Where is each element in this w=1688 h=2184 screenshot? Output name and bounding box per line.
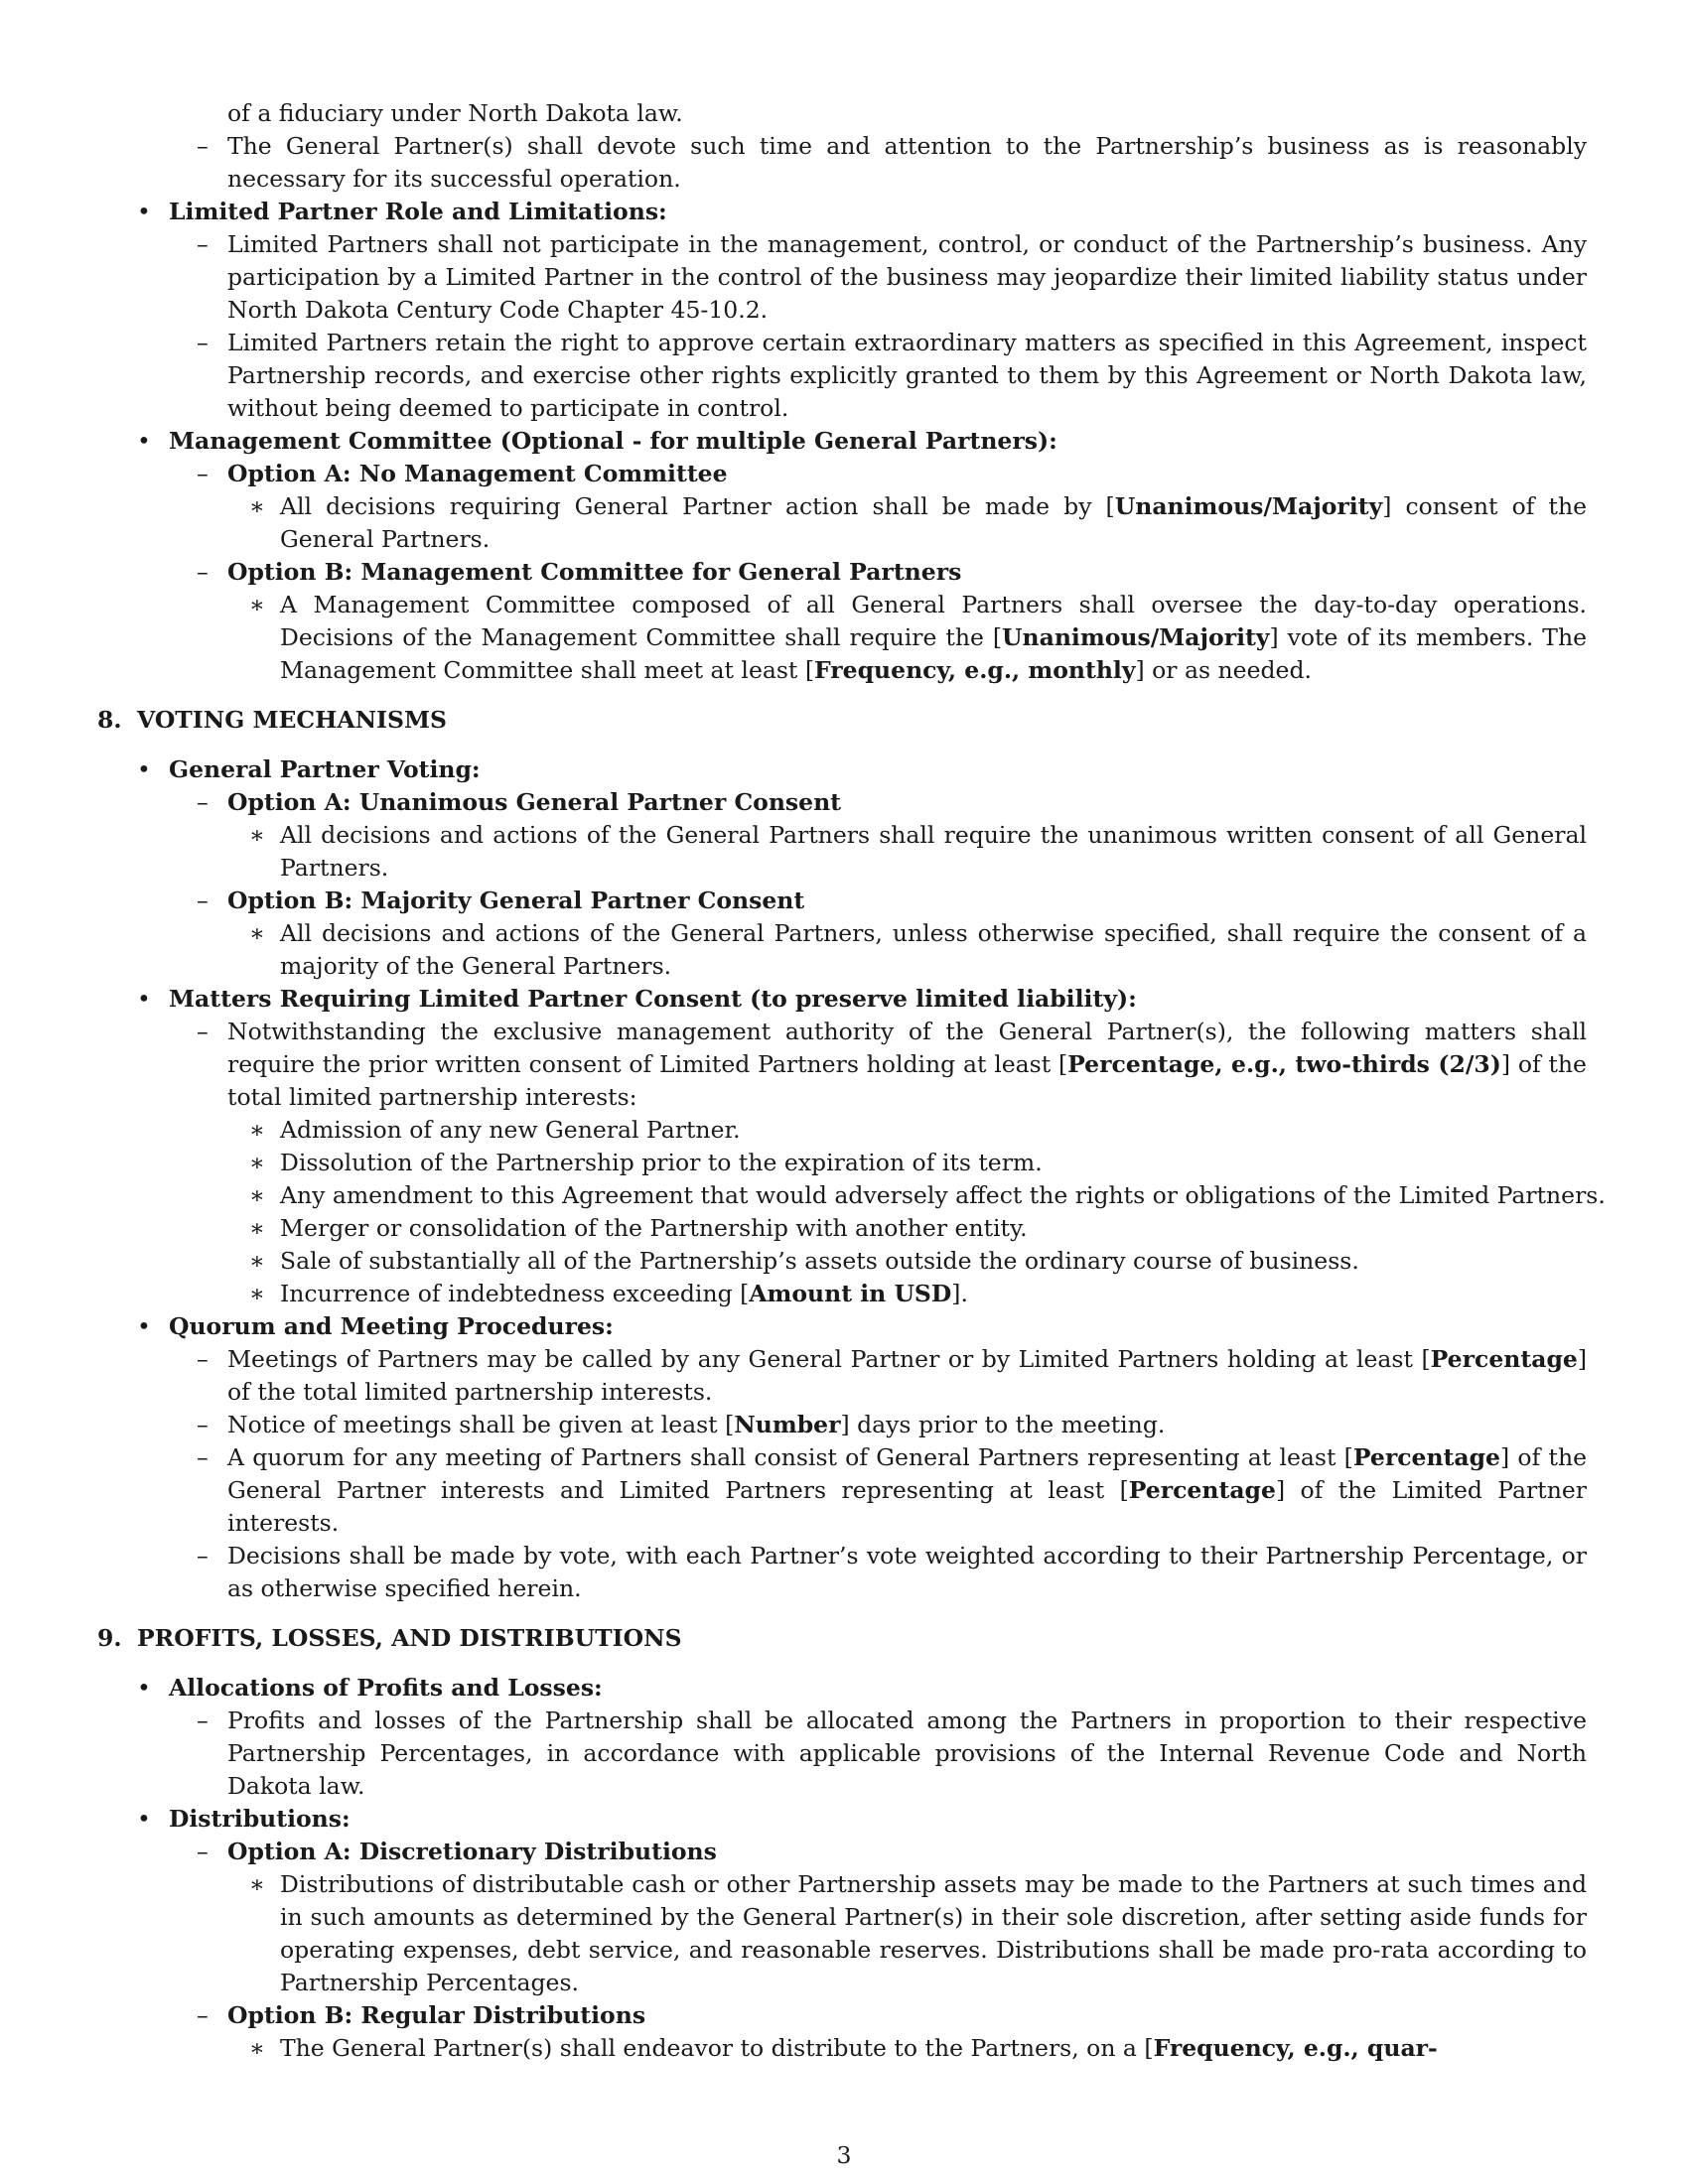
dash-marker: –: [197, 1838, 209, 1865]
bullet-marker: •: [137, 427, 151, 455]
option-heading: – Option B: Majority General Partner Consent: [97, 885, 1587, 917]
list-item: ∗ Merger or consolidation of the Partnership with another entity.: [97, 1212, 1587, 1245]
bullet-heading: • Allocations of Profits and Losses:: [97, 1672, 1587, 1705]
dash-marker: –: [197, 1411, 209, 1438]
star-marker: ∗: [249, 1280, 265, 1307]
bullet-heading: • Quorum and Meeting Procedures:: [97, 1310, 1587, 1343]
list-item: – Limited Partners shall not participate in the management, control, or conduct of the Partnership’s business. Any participation by a Limited Partner in the control of the business may jeopardize their limited liability status under North Dakota Century Code Chapter 45-10.2.: [197, 230, 1587, 324]
list-item: ∗ Any amendment to this Agreement that would adversely affect the rights or obligations of the Limited Partners.: [97, 1179, 1587, 1212]
list-item: – The General Partner(s) shall devote such time and attention to the Partnership’s business as is reasonably necessary for its successful operation.: [197, 132, 1587, 193]
list-item: – Decisions shall be made by vote, with each Partner’s vote weighted according to their Partnership Percentage, or as otherwise specified herein.: [197, 1542, 1587, 1602]
list-item: – Notwithstanding the exclusive management authority of the General Partner(s), the following matters shall require the prior written consent of Limited Partners holding at least [Percentage, e.g., two-thirds (2/3)] of the total limited partnership interests:: [197, 1018, 1587, 1111]
bullet-heading: • Management Committee (Optional - for multiple General Partners):: [97, 425, 1587, 458]
bullet-marker: •: [137, 1312, 151, 1340]
bullet-marker: •: [137, 985, 151, 1013]
bullet-marker: •: [137, 755, 151, 783]
list-item: – Limited Partners retain the right to approve certain extraordinary matters as specified in this Agreement, inspect Partnership records, and exercise other rights explicitly granted to them by this Agreement or North Dakota law, without being deemed to participate in control.: [197, 329, 1587, 422]
star-marker: ∗: [249, 492, 265, 520]
bullet-marker: •: [137, 1674, 151, 1702]
dash-marker: –: [197, 887, 209, 914]
list-item: – Notice of meetings shall be given at least [Number] days prior to the meeting.: [97, 1409, 1587, 1441]
list-item: ∗ Dissolution of the Partnership prior to the expiration of its term.: [97, 1147, 1587, 1179]
list-item: – Meetings of Partners may be called by any General Partner or by Limited Partners holding at least [Percentage] of the total limited partnership interests.: [197, 1345, 1587, 1406]
bullet-heading: • Matters Requiring Limited Partner Consent (to preserve limited liability):: [97, 983, 1587, 1016]
dash-marker: –: [197, 788, 209, 816]
list-item: – A quorum for any meeting of Partners shall consist of General Partners representing at least [Percentage] of the General Partner interests and Limited Partners representing at least [Percentage] of the Limited Partner interests.: [197, 1443, 1587, 1537]
dash-marker: –: [197, 1706, 209, 1734]
list-item: ∗ All decisions requiring General Partner action shall be made by [Unanimous/Majority] consent of the General Partners.: [249, 492, 1587, 553]
dash-marker: –: [197, 1018, 209, 1045]
list-item: ∗ Distributions of distributable cash or other Partnership assets may be made to the Partners at such times and in such amounts as determined by the General Partner(s) in their sole discretion, after setting aside funds for operating expenses, debt service, and reasonable reserves. Distributions shall be made pro-rata according to Partnership Percentages.: [249, 1870, 1587, 1996]
bullet-heading: • Distributions:: [97, 1803, 1587, 1836]
dash-marker: –: [197, 132, 209, 160]
star-marker: ∗: [249, 1870, 265, 1898]
list-item: ∗ All decisions and actions of the General Partners, unless otherwise specified, shall require the consent of a majority of the General Partners.: [249, 919, 1587, 980]
bullet-marker: •: [137, 1805, 151, 1833]
bullet-marker: •: [137, 198, 151, 225]
page-number: 3: [836, 2141, 852, 2169]
dash-marker: –: [197, 230, 209, 258]
star-marker: ∗: [249, 2034, 265, 2062]
list-item: ∗ All decisions and actions of the General Partners shall require the unanimous written consent of all General Partners.: [249, 821, 1587, 882]
continued-text: of a fiduciary under North Dakota law.: [227, 99, 683, 127]
option-heading: – Option B: Regular Distributions: [97, 1999, 1587, 2032]
bullet-heading: • Limited Partner Role and Limitations:: [97, 196, 1587, 228]
star-marker: ∗: [249, 919, 265, 947]
option-heading: – Option A: No Management Committee: [97, 458, 1587, 490]
dash-marker: –: [197, 558, 209, 586]
list-item: ∗ A Management Committee composed of all General Partners shall oversee the day-to-day operations. Decisions of the Management Committee shall require the [Unanimous/Majority] vote of its members. The Management Committee shall meet at least [Frequency, e.g., monthly] or as needed.: [249, 591, 1587, 684]
list-item: ∗ Admission of any new General Partner.: [97, 1114, 1587, 1147]
dash-marker: –: [197, 2001, 209, 2029]
list-item: ∗ Sale of substantially all of the Partnership’s assets outside the ordinary course of business.: [97, 1245, 1587, 1278]
option-heading: – Option B: Management Committee for General Partners: [97, 556, 1587, 589]
star-marker: ∗: [249, 1181, 265, 1209]
section-heading-9: 9. PROFITS, LOSSES, AND DISTRIBUTIONS: [97, 1624, 682, 1652]
star-marker: ∗: [249, 1149, 265, 1176]
star-marker: ∗: [249, 1116, 265, 1144]
bullet-heading: • General Partner Voting:: [97, 753, 1587, 786]
option-heading: – Option A: Discretionary Distributions: [97, 1836, 1587, 1868]
star-marker: ∗: [249, 821, 265, 849]
star-marker: ∗: [249, 1247, 265, 1275]
dash-marker: –: [197, 1443, 209, 1471]
star-marker: ∗: [249, 1214, 265, 1242]
document-page: [97, 97, 1606, 2065]
dash-marker: –: [197, 329, 209, 356]
section-heading-8: 8. VOTING MECHANISMS: [97, 706, 447, 734]
list-item: – Profits and losses of the Partnership shall be allocated among the Partners in proportion to their respective Partnership Percentages, in accordance with applicable provisions of the Internal Revenue Code and North Dakota law.: [197, 1706, 1587, 1800]
star-marker: ∗: [249, 591, 265, 618]
dash-marker: –: [197, 460, 209, 487]
list-item: ∗ The General Partner(s) shall endeavor to distribute to the Partners, on a [Frequency, e.g., quar-: [97, 2032, 1587, 2065]
dash-marker: –: [197, 1542, 209, 1570]
list-item: ∗ Incurrence of indebtedness exceeding [Amount in USD].: [97, 1278, 1587, 1310]
dash-marker: –: [197, 1345, 209, 1373]
option-heading: – Option A: Unanimous General Partner Consent: [97, 786, 1587, 819]
